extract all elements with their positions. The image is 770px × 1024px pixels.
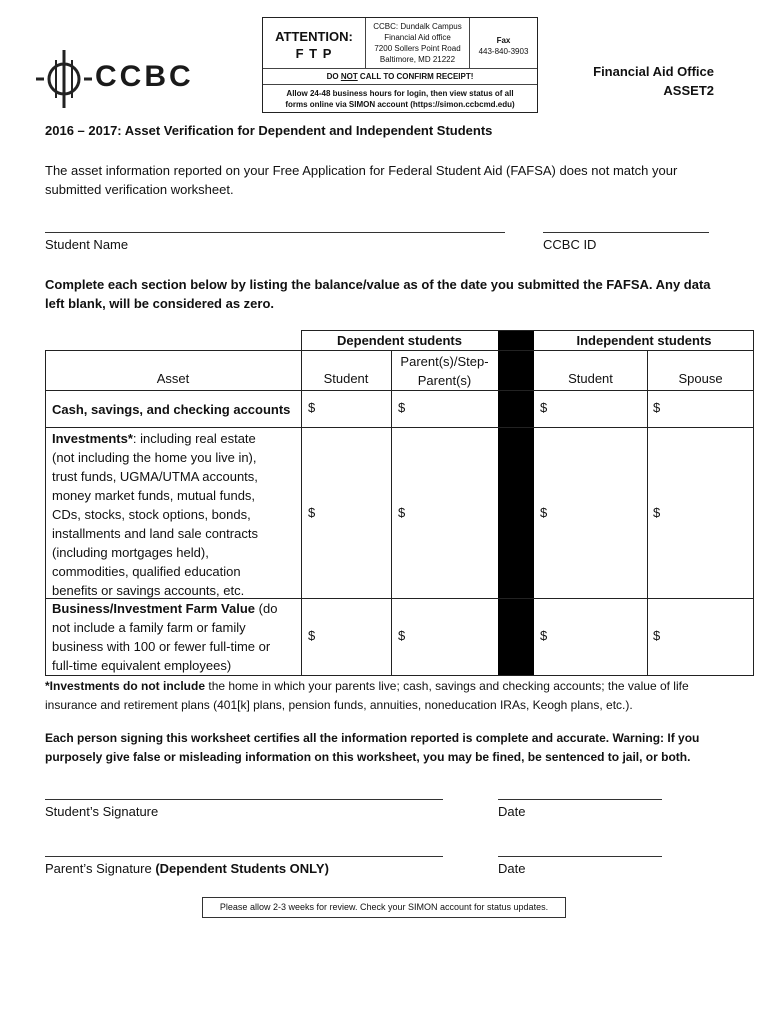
attention-box bbox=[262, 17, 538, 113]
parent-signature-bold: (Dependent Students ONLY) bbox=[155, 861, 329, 876]
ccbc-logo bbox=[34, 48, 94, 110]
logo-text: CCBC bbox=[95, 60, 194, 93]
business-farm-bold: Business/Investment Farm Value bbox=[52, 601, 256, 616]
ccbc-logo-mark-icon bbox=[34, 48, 94, 110]
page-title bbox=[45, 123, 492, 138]
parent-header-line: Parent(s) bbox=[417, 373, 472, 388]
fax-cell bbox=[470, 18, 537, 69]
investments-line: installments and land sale contracts bbox=[52, 526, 258, 541]
instruction-line: Complete each section below by listing the balance/value as of the date you submitted the FAFSA. Any data bbox=[45, 277, 711, 292]
student-date-line[interactable] bbox=[498, 799, 662, 800]
independent-header: Independent students bbox=[576, 333, 712, 348]
investments-line: benefits or savings accounts, etc. bbox=[52, 583, 245, 598]
business-farm-row-label bbox=[52, 599, 297, 675]
grid-line bbox=[45, 350, 46, 676]
campus-line: CCBC: Dundalk Campus bbox=[373, 22, 462, 31]
footnote-text: insurance and retirement plans (401[k] plans, pension funds, annuities, noneducation IRAs, Keogh plans, etc.). bbox=[45, 698, 633, 712]
ccbc-id-line[interactable] bbox=[543, 232, 709, 233]
certification-statement bbox=[45, 729, 735, 767]
student-name-label: Student Name bbox=[45, 237, 129, 252]
investments-parent-field[interactable]: $ bbox=[398, 505, 406, 520]
cash-spouse-field[interactable]: $ bbox=[653, 400, 661, 415]
do-not-call-post: CALL TO CONFIRM RECEIPT! bbox=[357, 72, 474, 81]
business-parent-field[interactable]: $ bbox=[398, 628, 406, 643]
title-text: : Asset Verification for Dependent and Independent Students bbox=[117, 123, 493, 138]
ftp-label: F T P bbox=[295, 46, 333, 61]
asset-column-header: Asset bbox=[156, 371, 190, 386]
business-farm-line: full-time equivalent employees) bbox=[52, 658, 232, 673]
investments-row-label bbox=[52, 429, 297, 600]
cash-dep-student-field[interactable]: $ bbox=[308, 400, 316, 415]
investments-line: trust funds, UGMA/UTMA accounts, bbox=[52, 469, 258, 484]
campus-line: 7200 Sollers Point Road bbox=[374, 44, 461, 53]
certify-line: purposely give false or misleading information on this worksheet, you may be fined, be sentenced to jail, or both. bbox=[45, 750, 691, 764]
asset-table bbox=[45, 330, 754, 676]
instructions bbox=[45, 275, 735, 313]
attention-cell bbox=[263, 18, 366, 69]
investments-line: CDs, stocks, stock options, bonds, bbox=[52, 507, 251, 522]
investments-spouse-field[interactable]: $ bbox=[653, 505, 661, 520]
parent-date-label: Date bbox=[498, 861, 526, 876]
campus-line: Financial Aid office bbox=[384, 33, 451, 42]
footnote-bold: *Investments do not include bbox=[45, 679, 206, 693]
business-farm-line: not include a family farm or family bbox=[52, 620, 246, 635]
student-name-line[interactable] bbox=[45, 232, 505, 233]
parent-signature-line[interactable] bbox=[45, 856, 443, 857]
student-signature-line[interactable] bbox=[45, 799, 443, 800]
business-farm-line: business with 100 or fewer full-time or bbox=[52, 639, 271, 654]
dependent-header: Dependent students bbox=[337, 333, 462, 348]
campus-address bbox=[366, 18, 470, 69]
investments-dep-student-field[interactable]: $ bbox=[308, 505, 316, 520]
student-date-label: Date bbox=[498, 804, 526, 819]
intro-line: The asset information reported on your Free Application for Federal Student Aid (FAFSA) does not match your bbox=[45, 163, 678, 178]
parent-header bbox=[391, 352, 498, 390]
parent-signature-text: Parent’s Signature bbox=[45, 861, 156, 876]
intro-paragraph bbox=[45, 161, 735, 199]
do-not-call-notice bbox=[263, 69, 537, 85]
fax-number: 443-840-3903 bbox=[478, 47, 529, 56]
do-not-call-pre: DO bbox=[326, 72, 341, 81]
allow-line: Allow 24-48 business hours for login, then view status of all bbox=[286, 89, 514, 98]
instruction-line: left blank, will be considered as zero. bbox=[45, 296, 275, 311]
grid-line bbox=[301, 330, 754, 331]
cash-parent-field[interactable]: $ bbox=[398, 400, 406, 415]
investments-line: (including mortgages held), bbox=[52, 545, 209, 560]
fax-label: Fax bbox=[496, 36, 511, 45]
investments-line: money market funds, mutual funds, bbox=[52, 488, 256, 503]
campus-line: Baltimore, MD 21222 bbox=[379, 55, 456, 64]
business-farm-line: (do bbox=[255, 601, 278, 616]
spouse-header: Spouse bbox=[678, 371, 723, 386]
office-name: Financial Aid Office bbox=[593, 64, 714, 79]
grid-line bbox=[647, 350, 648, 676]
investments-line: commodities, qualified education bbox=[52, 564, 241, 579]
cash-savings-row-label: Cash, savings, and checking accounts bbox=[52, 402, 291, 417]
investments-footnote bbox=[45, 677, 735, 715]
parent-signature-label bbox=[45, 861, 329, 876]
investments-bold: Investments* bbox=[52, 431, 133, 446]
ccbc-id-label: CCBC ID bbox=[543, 237, 597, 252]
do-not-call-not: NOT bbox=[340, 72, 358, 81]
allow-notice bbox=[263, 85, 537, 112]
intro-line: submitted verification worksheet. bbox=[45, 182, 234, 197]
parent-date-line[interactable] bbox=[498, 856, 662, 857]
investments-line: (not including the home you live in), bbox=[52, 450, 257, 465]
attention-label: ATTENTION: bbox=[275, 29, 353, 44]
title-year: 2016 – 2017 bbox=[45, 123, 118, 138]
business-ind-student-field[interactable]: $ bbox=[540, 628, 548, 643]
parent-header-line: Parent(s)/Step- bbox=[400, 354, 489, 369]
dependent-student-header: Student bbox=[323, 371, 369, 386]
cash-ind-student-field[interactable]: $ bbox=[540, 400, 548, 415]
column-separator bbox=[498, 330, 534, 676]
independent-student-header: Student bbox=[568, 371, 613, 386]
form-code: ASSET2 bbox=[663, 83, 714, 98]
grid-line bbox=[391, 350, 392, 676]
review-note: Please allow 2-3 weeks for review. Check your SIMON account for status updates. bbox=[202, 897, 566, 918]
business-spouse-field[interactable]: $ bbox=[653, 628, 661, 643]
investments-ind-student-field[interactable]: $ bbox=[540, 505, 548, 520]
footnote-text: the home in which your parents live; cash, savings and checking accounts; the value of life bbox=[205, 679, 689, 693]
student-signature-label: Student’s Signature bbox=[45, 804, 159, 819]
certify-line: Each person signing this worksheet certifies all the information reported is complete and accurate. Warning: If you bbox=[45, 731, 700, 745]
investments-line: : including real estate bbox=[132, 431, 256, 446]
business-dep-student-field[interactable]: $ bbox=[308, 628, 316, 643]
allow-line: forms online via SIMON account (https://simon.ccbcmd.edu) bbox=[285, 100, 515, 109]
